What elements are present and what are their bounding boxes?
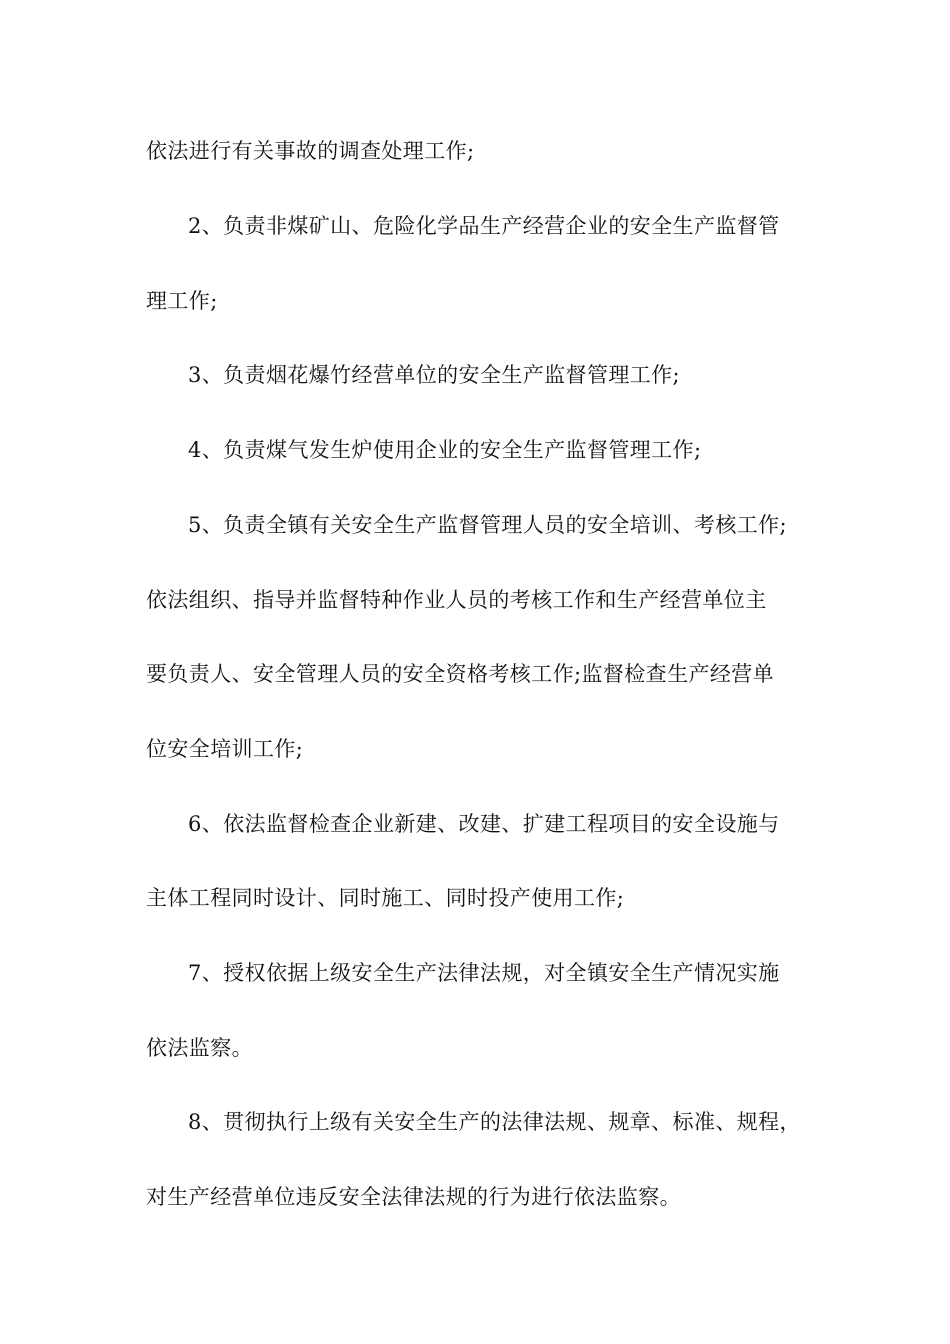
text-line: 依法进行有关事故的调查处理工作; <box>146 139 475 163</box>
text-line: 依法监察。 <box>146 1036 253 1060</box>
text-line-item-5: 5、负责全镇有关安全生产监督管理人员的安全培训、考核工作; <box>188 513 788 537</box>
text-line: 要负责人、安全管理人员的安全资格考核工作;监督检查生产经营单 <box>146 662 775 686</box>
text-line: 理工作; <box>146 289 218 313</box>
text-line: 对生产经营单位违反安全法律法规的行为进行依法监察。 <box>146 1185 681 1209</box>
text-line-item-6: 6、依法监督检查企业新建、改建、扩建工程项目的安全设施与 <box>188 812 780 836</box>
text-line: 主体工程同时设计、同时施工、同时投产使用工作; <box>146 886 625 910</box>
text-line-item-8: 8、贯彻执行上级有关安全生产的法律法规、规章、标准、规程， <box>188 1110 801 1134</box>
text-line-item-7: 7、授权依据上级安全生产法律法规，对全镇安全生产情况实施 <box>188 961 780 985</box>
text-line-item-2: 2、负责非煤矿山、危险化学品生产经营企业的安全生产监督管 <box>188 214 780 238</box>
text-line-item-4: 4、负责煤气发生炉使用企业的安全生产监督管理工作; <box>188 438 702 462</box>
text-line: 位安全培训工作; <box>146 737 304 761</box>
text-line: 依法组织、指导并监督特种作业人员的考核工作和生产经营单位主 <box>146 588 767 612</box>
text-line-item-3: 3、负责烟花爆竹经营单位的安全生产监督管理工作; <box>188 363 681 387</box>
